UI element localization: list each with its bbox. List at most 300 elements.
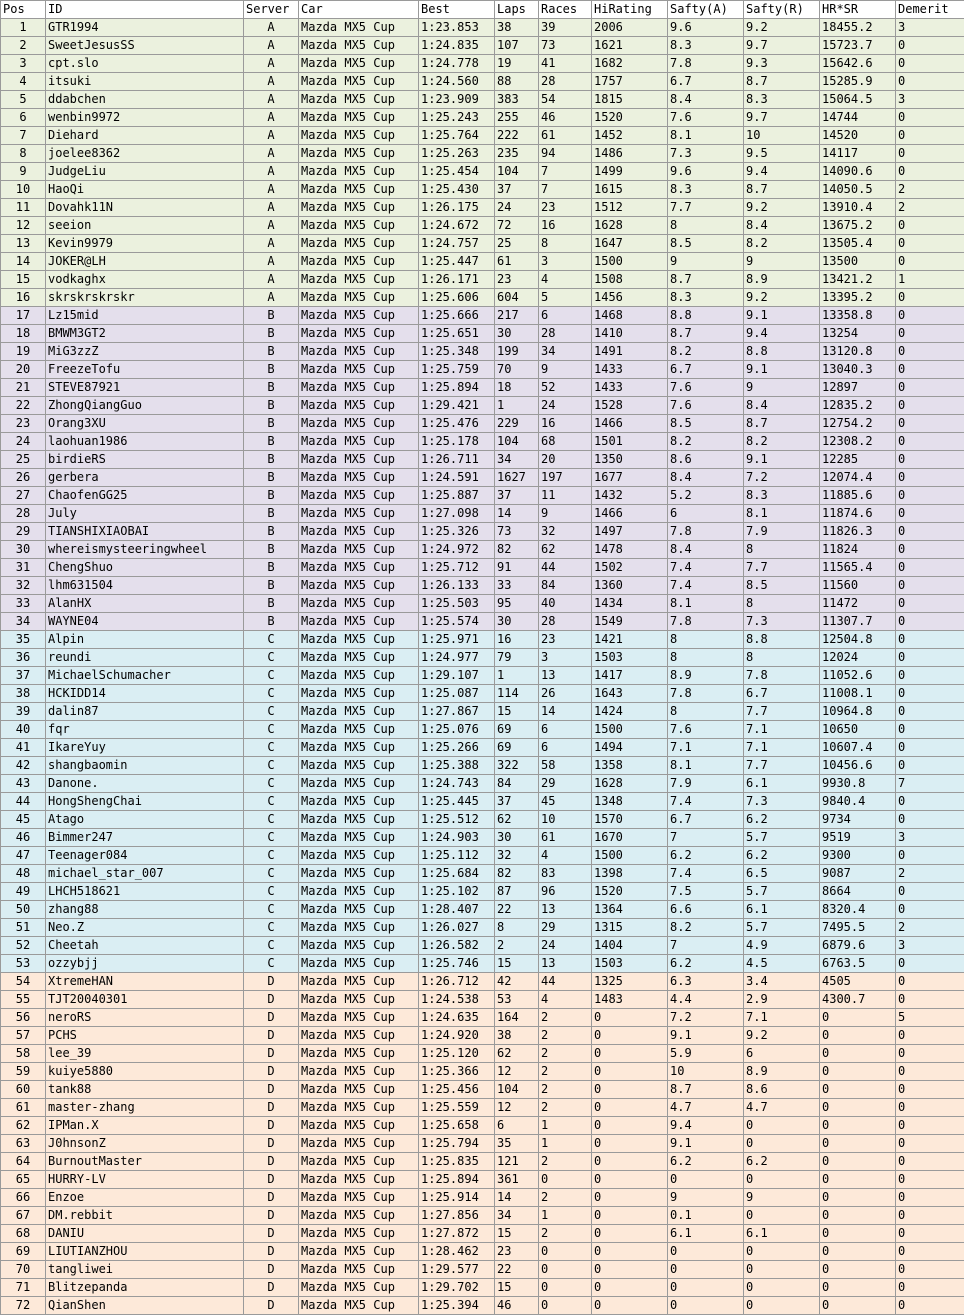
cell-laps: 8 <box>495 919 539 937</box>
table-row <box>1 1261 964 1279</box>
cell-pos: 35 <box>1 631 46 649</box>
cell-hirating: 1483 <box>592 991 668 1009</box>
cell-pos: 6 <box>1 109 46 127</box>
cell-safty-a: 8.2 <box>668 343 744 361</box>
cell-safty-r: 8.8 <box>744 631 820 649</box>
cell-id: Enzoe <box>46 1189 244 1207</box>
cell-races: 26 <box>539 685 592 703</box>
cell-id: JOKER@LH <box>46 253 244 271</box>
cell-pos: 31 <box>1 559 46 577</box>
cell-pos: 38 <box>1 685 46 703</box>
cell-car: Mazda MX5 Cup <box>299 235 419 253</box>
cell-demerit: 0 <box>896 1297 964 1315</box>
cell-best: 1:25.746 <box>419 955 495 973</box>
cell-hirating: 1528 <box>592 397 668 415</box>
cell-safty-a: 0 <box>668 1243 744 1261</box>
cell-hr-sr: 0 <box>820 1261 896 1279</box>
cell-safty-r: 5.7 <box>744 829 820 847</box>
table-row <box>1 1279 964 1297</box>
cell-id: AlanHX <box>46 595 244 613</box>
cell-best: 1:25.794 <box>419 1135 495 1153</box>
cell-hr-sr: 6763.5 <box>820 955 896 973</box>
cell-demerit: 2 <box>896 199 964 217</box>
cell-hr-sr: 0 <box>820 1225 896 1243</box>
cell-races: 44 <box>539 973 592 991</box>
cell-laps: 53 <box>495 991 539 1009</box>
cell-server: D <box>244 991 299 1009</box>
cell-safty-r: 9.2 <box>744 199 820 217</box>
cell-hirating: 1421 <box>592 631 668 649</box>
cell-best: 1:25.684 <box>419 865 495 883</box>
cell-hirating: 1615 <box>592 181 668 199</box>
cell-laps: 229 <box>495 415 539 433</box>
cell-hr-sr: 13500 <box>820 253 896 271</box>
cell-server: D <box>244 1063 299 1081</box>
cell-races: 2 <box>539 1027 592 1045</box>
cell-best: 1:25.178 <box>419 433 495 451</box>
cell-safty-a: 9.4 <box>668 1117 744 1135</box>
cell-safty-r: 6.2 <box>744 847 820 865</box>
cell-id: Bimmer247 <box>46 829 244 847</box>
cell-hr-sr: 0 <box>820 1189 896 1207</box>
cell-demerit: 0 <box>896 595 964 613</box>
table-row <box>1 469 964 487</box>
cell-laps: 1 <box>495 397 539 415</box>
cell-server: C <box>244 847 299 865</box>
table-row <box>1 307 964 325</box>
cell-safty-a: 0 <box>668 1279 744 1297</box>
cell-laps: 30 <box>495 613 539 631</box>
cell-hirating: 1466 <box>592 505 668 523</box>
cell-races: 0 <box>539 1279 592 1297</box>
cell-hirating: 0 <box>592 1045 668 1063</box>
table-row <box>1 289 964 307</box>
cell-hr-sr: 11008.1 <box>820 685 896 703</box>
cell-laps: 6 <box>495 1117 539 1135</box>
cell-best: 1:25.666 <box>419 307 495 325</box>
table-row <box>1 631 964 649</box>
cell-server: D <box>244 1243 299 1261</box>
cell-hirating: 1502 <box>592 559 668 577</box>
table-row <box>1 721 964 739</box>
cell-hirating: 1512 <box>592 199 668 217</box>
cell-server: A <box>244 19 299 37</box>
cell-pos: 53 <box>1 955 46 973</box>
cell-races: 61 <box>539 127 592 145</box>
cell-hr-sr: 7495.5 <box>820 919 896 937</box>
cell-pos: 5 <box>1 91 46 109</box>
cell-pos: 8 <box>1 145 46 163</box>
cell-demerit: 0 <box>896 1261 964 1279</box>
cell-id: FreezeTofu <box>46 361 244 379</box>
cell-demerit: 0 <box>896 451 964 469</box>
cell-hr-sr: 13040.3 <box>820 361 896 379</box>
cell-laps: 23 <box>495 1243 539 1261</box>
cell-demerit: 0 <box>896 253 964 271</box>
cell-safty-r: 9 <box>744 379 820 397</box>
cell-hr-sr: 13910.4 <box>820 199 896 217</box>
cell-pos: 59 <box>1 1063 46 1081</box>
cell-safty-a: 4.4 <box>668 991 744 1009</box>
cell-pos: 42 <box>1 757 46 775</box>
cell-best: 1:25.326 <box>419 523 495 541</box>
cell-races: 40 <box>539 595 592 613</box>
cell-hirating: 1503 <box>592 649 668 667</box>
table-row <box>1 955 964 973</box>
cell-laps: 72 <box>495 217 539 235</box>
cell-hirating: 1348 <box>592 793 668 811</box>
header-id: ID <box>46 1 244 19</box>
cell-best: 1:25.651 <box>419 325 495 343</box>
cell-safty-a: 8.6 <box>668 451 744 469</box>
table-row <box>1 55 964 73</box>
cell-demerit: 0 <box>896 847 964 865</box>
cell-best: 1:29.702 <box>419 1279 495 1297</box>
cell-laps: 69 <box>495 721 539 739</box>
cell-races: 10 <box>539 811 592 829</box>
cell-id: PCHS <box>46 1027 244 1045</box>
cell-car: Mazda MX5 Cup <box>299 451 419 469</box>
cell-safty-r: 8.5 <box>744 577 820 595</box>
cell-server: C <box>244 757 299 775</box>
cell-hr-sr: 0 <box>820 1279 896 1297</box>
table-row <box>1 937 964 955</box>
table-row <box>1 685 964 703</box>
cell-safty-a: 7.1 <box>668 739 744 757</box>
cell-id: BMWM3GT2 <box>46 325 244 343</box>
cell-car: Mazda MX5 Cup <box>299 595 419 613</box>
cell-races: 16 <box>539 415 592 433</box>
cell-laps: 82 <box>495 541 539 559</box>
cell-safty-r: 3.4 <box>744 973 820 991</box>
cell-best: 1:25.120 <box>419 1045 495 1063</box>
cell-safty-a: 5.2 <box>668 487 744 505</box>
cell-pos: 40 <box>1 721 46 739</box>
cell-hirating: 1315 <box>592 919 668 937</box>
cell-safty-r: 9.5 <box>744 145 820 163</box>
cell-hr-sr: 0 <box>820 1207 896 1225</box>
cell-safty-a: 10 <box>668 1063 744 1081</box>
cell-pos: 63 <box>1 1135 46 1153</box>
cell-demerit: 0 <box>896 541 964 559</box>
cell-safty-r: 0 <box>744 1243 820 1261</box>
cell-demerit: 0 <box>896 415 964 433</box>
cell-safty-r: 8.2 <box>744 235 820 253</box>
cell-best: 1:26.712 <box>419 973 495 991</box>
cell-server: A <box>244 271 299 289</box>
cell-demerit: 0 <box>896 307 964 325</box>
cell-server: A <box>244 73 299 91</box>
cell-id: ChaofenGG25 <box>46 487 244 505</box>
cell-hr-sr: 10650 <box>820 721 896 739</box>
cell-server: D <box>244 1117 299 1135</box>
cell-safty-r: 8 <box>744 541 820 559</box>
cell-demerit: 0 <box>896 1189 964 1207</box>
cell-laps: 199 <box>495 343 539 361</box>
cell-pos: 64 <box>1 1153 46 1171</box>
cell-pos: 54 <box>1 973 46 991</box>
cell-laps: 24 <box>495 199 539 217</box>
cell-pos: 21 <box>1 379 46 397</box>
cell-car: Mazda MX5 Cup <box>299 955 419 973</box>
cell-safty-r: 6 <box>744 1045 820 1063</box>
cell-safty-r: 7.7 <box>744 703 820 721</box>
cell-hr-sr: 4300.7 <box>820 991 896 1009</box>
cell-demerit: 0 <box>896 703 964 721</box>
cell-id: ChengShuo <box>46 559 244 577</box>
cell-races: 29 <box>539 919 592 937</box>
cell-hr-sr: 9087 <box>820 865 896 883</box>
cell-safty-r: 8.8 <box>744 343 820 361</box>
cell-safty-a: 9 <box>668 253 744 271</box>
cell-id: Alpin <box>46 631 244 649</box>
cell-hirating: 1433 <box>592 379 668 397</box>
cell-car: Mazda MX5 Cup <box>299 199 419 217</box>
cell-pos: 47 <box>1 847 46 865</box>
cell-hr-sr: 11307.7 <box>820 613 896 631</box>
cell-hirating: 1643 <box>592 685 668 703</box>
cell-hr-sr: 13395.2 <box>820 289 896 307</box>
table-row <box>1 379 964 397</box>
cell-safty-r: 0 <box>744 1171 820 1189</box>
cell-safty-r: 2.9 <box>744 991 820 1009</box>
cell-best: 1:26.175 <box>419 199 495 217</box>
cell-car: Mazda MX5 Cup <box>299 865 419 883</box>
table-row <box>1 415 964 433</box>
cell-laps: 18 <box>495 379 539 397</box>
cell-laps: 30 <box>495 829 539 847</box>
cell-id: master-zhang <box>46 1099 244 1117</box>
cell-safty-a: 8.3 <box>668 289 744 307</box>
cell-pos: 44 <box>1 793 46 811</box>
cell-hirating: 1433 <box>592 361 668 379</box>
cell-car: Mazda MX5 Cup <box>299 163 419 181</box>
table-row <box>1 487 964 505</box>
cell-safty-r: 4.7 <box>744 1099 820 1117</box>
cell-safty-a: 6 <box>668 505 744 523</box>
cell-server: B <box>244 595 299 613</box>
cell-races: 96 <box>539 883 592 901</box>
cell-car: Mazda MX5 Cup <box>299 559 419 577</box>
cell-server: D <box>244 1099 299 1117</box>
cell-safty-a: 6.2 <box>668 847 744 865</box>
cell-races: 28 <box>539 613 592 631</box>
cell-safty-a: 8.8 <box>668 307 744 325</box>
cell-id: WAYNE04 <box>46 613 244 631</box>
cell-car: Mazda MX5 Cup <box>299 415 419 433</box>
cell-server: A <box>244 37 299 55</box>
cell-best: 1:28.462 <box>419 1243 495 1261</box>
cell-hr-sr: 12308.2 <box>820 433 896 451</box>
cell-safty-r: 8 <box>744 649 820 667</box>
cell-hr-sr: 0 <box>820 1153 896 1171</box>
cell-hr-sr: 14050.5 <box>820 181 896 199</box>
cell-pos: 20 <box>1 361 46 379</box>
cell-demerit: 0 <box>896 217 964 235</box>
cell-id: tangliwei <box>46 1261 244 1279</box>
cell-car: Mazda MX5 Cup <box>299 91 419 109</box>
cell-pos: 62 <box>1 1117 46 1135</box>
cell-server: C <box>244 721 299 739</box>
cell-laps: 25 <box>495 235 539 253</box>
cell-safty-a: 0 <box>668 1261 744 1279</box>
cell-car: Mazda MX5 Cup <box>299 613 419 631</box>
cell-demerit: 0 <box>896 109 964 127</box>
cell-laps: 19 <box>495 55 539 73</box>
cell-car: Mazda MX5 Cup <box>299 1297 419 1315</box>
cell-demerit: 0 <box>896 757 964 775</box>
cell-car: Mazda MX5 Cup <box>299 19 419 37</box>
cell-demerit: 0 <box>896 361 964 379</box>
cell-hr-sr: 9300 <box>820 847 896 865</box>
cell-races: 0 <box>539 1243 592 1261</box>
cell-server: A <box>244 253 299 271</box>
cell-id: LIUTIANZHOU <box>46 1243 244 1261</box>
cell-hr-sr: 13505.4 <box>820 235 896 253</box>
cell-id: kuiye5880 <box>46 1063 244 1081</box>
cell-demerit: 0 <box>896 397 964 415</box>
cell-best: 1:25.388 <box>419 757 495 775</box>
cell-races: 6 <box>539 307 592 325</box>
cell-safty-a: 8.3 <box>668 37 744 55</box>
cell-car: Mazda MX5 Cup <box>299 919 419 937</box>
cell-demerit: 0 <box>896 343 964 361</box>
cell-hr-sr: 14117 <box>820 145 896 163</box>
cell-demerit: 0 <box>896 1225 964 1243</box>
cell-id: fqr <box>46 721 244 739</box>
cell-races: 2 <box>539 1063 592 1081</box>
cell-hr-sr: 0 <box>820 1099 896 1117</box>
cell-id: shangbaomin <box>46 757 244 775</box>
cell-car: Mazda MX5 Cup <box>299 379 419 397</box>
cell-best: 1:25.503 <box>419 595 495 613</box>
cell-hr-sr: 13358.8 <box>820 307 896 325</box>
cell-car: Mazda MX5 Cup <box>299 73 419 91</box>
cell-id: neroRS <box>46 1009 244 1027</box>
cell-car: Mazda MX5 Cup <box>299 775 419 793</box>
cell-hr-sr: 0 <box>820 1297 896 1315</box>
cell-id: TIANSHIXIAOBAI <box>46 523 244 541</box>
cell-demerit: 0 <box>896 37 964 55</box>
cell-safty-a: 6.7 <box>668 811 744 829</box>
cell-pos: 43 <box>1 775 46 793</box>
cell-safty-r: 7.8 <box>744 667 820 685</box>
cell-best: 1:24.920 <box>419 1027 495 1045</box>
cell-laps: 121 <box>495 1153 539 1171</box>
cell-hr-sr: 14520 <box>820 127 896 145</box>
cell-demerit: 0 <box>896 739 964 757</box>
cell-pos: 37 <box>1 667 46 685</box>
cell-safty-a: 8.1 <box>668 595 744 613</box>
cell-best: 1:25.712 <box>419 559 495 577</box>
cell-server: D <box>244 1009 299 1027</box>
cell-hr-sr: 9840.4 <box>820 793 896 811</box>
cell-demerit: 0 <box>896 991 964 1009</box>
cell-safty-a: 9.1 <box>668 1027 744 1045</box>
cell-pos: 27 <box>1 487 46 505</box>
cell-id: wenbin9972 <box>46 109 244 127</box>
cell-safty-r: 8.2 <box>744 433 820 451</box>
cell-best: 1:26.711 <box>419 451 495 469</box>
cell-races: 28 <box>539 325 592 343</box>
cell-server: B <box>244 361 299 379</box>
header-hr-sr: HR*SR <box>820 1 896 19</box>
cell-car: Mazda MX5 Cup <box>299 1135 419 1153</box>
cell-hirating: 1452 <box>592 127 668 145</box>
cell-safty-a: 7.6 <box>668 397 744 415</box>
table-row <box>1 613 964 631</box>
cell-demerit: 3 <box>896 937 964 955</box>
cell-server: B <box>244 343 299 361</box>
cell-hirating: 1757 <box>592 73 668 91</box>
cell-hr-sr: 11472 <box>820 595 896 613</box>
cell-id: Danone. <box>46 775 244 793</box>
cell-id: Blitzepanda <box>46 1279 244 1297</box>
cell-car: Mazda MX5 Cup <box>299 757 419 775</box>
cell-id: SweetJesusSS <box>46 37 244 55</box>
cell-best: 1:24.672 <box>419 217 495 235</box>
table-row <box>1 505 964 523</box>
cell-best: 1:25.087 <box>419 685 495 703</box>
cell-car: Mazda MX5 Cup <box>299 649 419 667</box>
cell-demerit: 1 <box>896 271 964 289</box>
table-row <box>1 1099 964 1117</box>
cell-demerit: 0 <box>896 793 964 811</box>
cell-races: 7 <box>539 181 592 199</box>
cell-laps: 38 <box>495 19 539 37</box>
table-row <box>1 1027 964 1045</box>
cell-pos: 3 <box>1 55 46 73</box>
cell-hirating: 1410 <box>592 325 668 343</box>
cell-server: D <box>244 1261 299 1279</box>
cell-pos: 10 <box>1 181 46 199</box>
cell-id: dalin87 <box>46 703 244 721</box>
cell-id: gerbera <box>46 469 244 487</box>
cell-demerit: 0 <box>896 325 964 343</box>
cell-demerit: 0 <box>896 1045 964 1063</box>
cell-races: 2 <box>539 1099 592 1117</box>
cell-safty-r: 8.3 <box>744 487 820 505</box>
cell-server: C <box>244 649 299 667</box>
cell-id: Diehard <box>46 127 244 145</box>
cell-laps: 70 <box>495 361 539 379</box>
cell-id: LHCH518621 <box>46 883 244 901</box>
cell-laps: 34 <box>495 1207 539 1225</box>
cell-hr-sr: 9519 <box>820 829 896 847</box>
table-row <box>1 541 964 559</box>
cell-demerit: 3 <box>896 19 964 37</box>
cell-hirating: 1494 <box>592 739 668 757</box>
cell-id: HongShengChai <box>46 793 244 811</box>
header-laps: Laps <box>495 1 539 19</box>
cell-hr-sr: 12754.2 <box>820 415 896 433</box>
cell-hirating: 1647 <box>592 235 668 253</box>
table-row <box>1 181 964 199</box>
cell-best: 1:24.972 <box>419 541 495 559</box>
cell-laps: 62 <box>495 811 539 829</box>
cell-safty-r: 8 <box>744 595 820 613</box>
cell-hr-sr: 8320.4 <box>820 901 896 919</box>
cell-server: B <box>244 451 299 469</box>
cell-hirating: 1364 <box>592 901 668 919</box>
cell-races: 13 <box>539 667 592 685</box>
cell-id: DANIU <box>46 1225 244 1243</box>
cell-hr-sr: 0 <box>820 1135 896 1153</box>
cell-pos: 29 <box>1 523 46 541</box>
cell-server: B <box>244 415 299 433</box>
cell-best: 1:29.577 <box>419 1261 495 1279</box>
cell-id: Atago <box>46 811 244 829</box>
